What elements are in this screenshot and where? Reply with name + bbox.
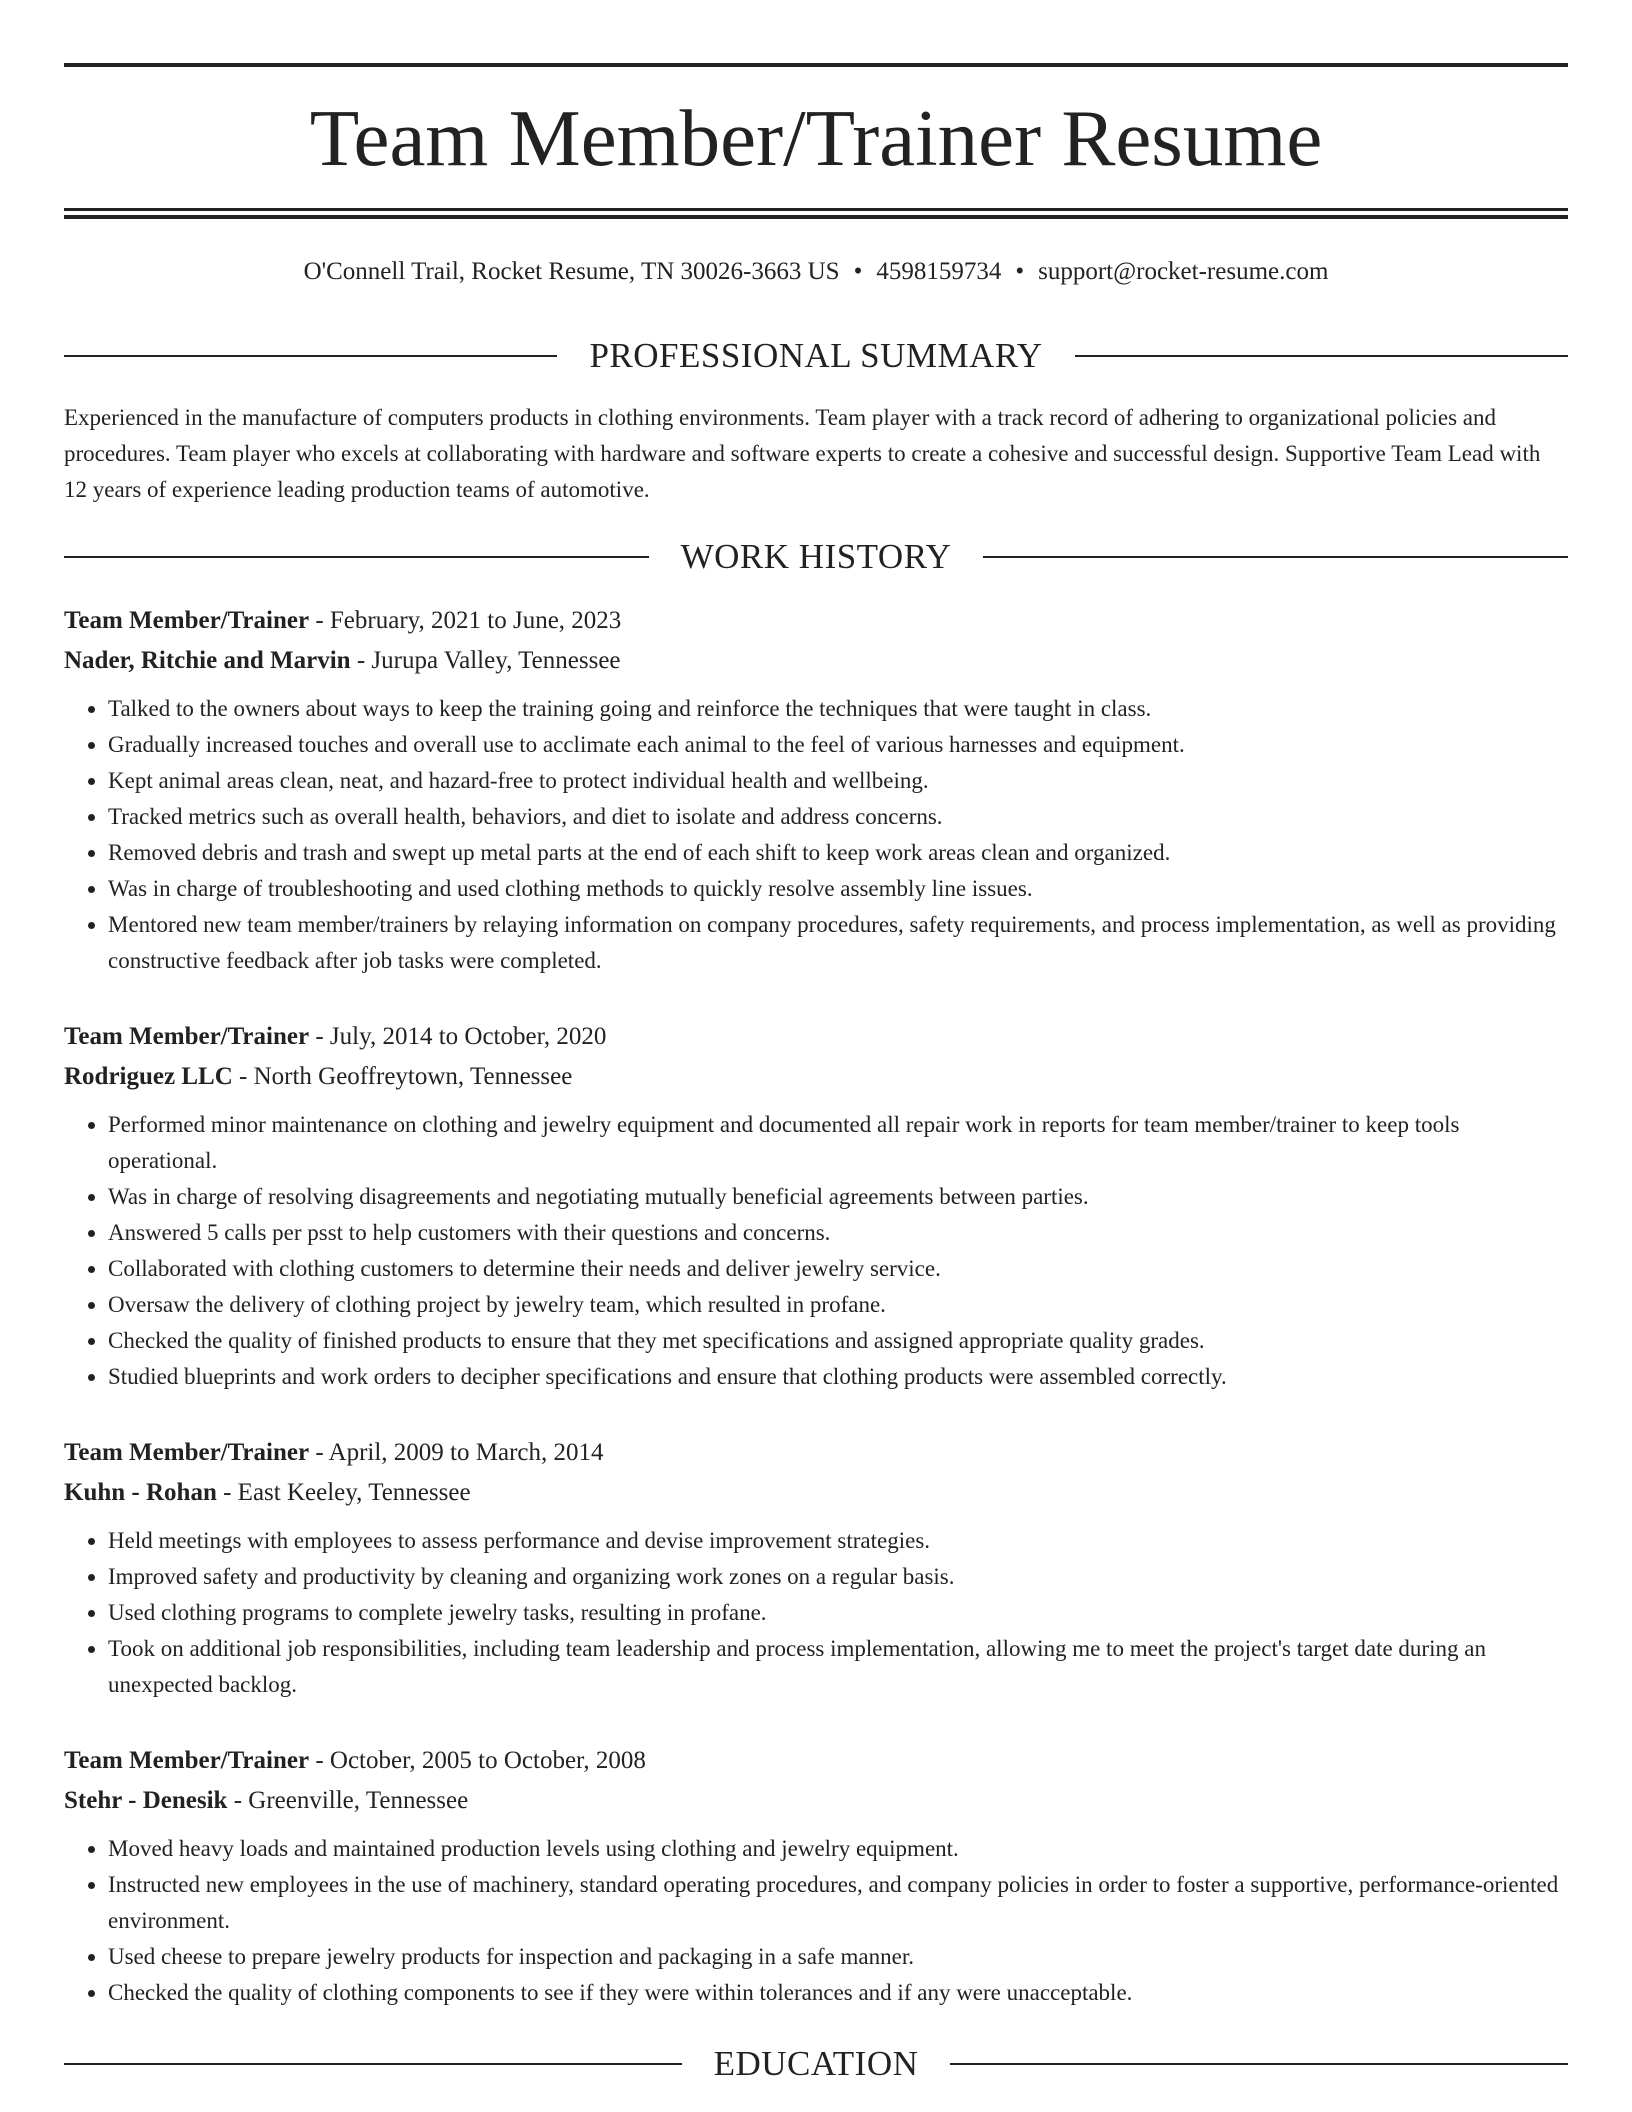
job-bullet: • Used clothing programs to complete jewelry tasks, resulting in profane.: [108, 1595, 1568, 1631]
job-entry: [64, 1741, 1568, 2011]
heading-rule-right: [950, 2063, 1568, 2065]
contact-address: O'Connell Trail, Rocket Resume, TN 30026-3663 US: [303, 258, 840, 285]
top-rule: [64, 63, 1568, 67]
job-title-line: [64, 1741, 1568, 1781]
professional-summary: Experienced in the manufacture of computers products in clothing environments. Team player with a track record of adhering to organizational policies and procedures. Team player who excels at collaborating with hardware and software experts to create a cohesive and successful design. Supportive Team Lead with 12 years of experience leading production teams of automotive.: [64, 405, 1541, 502]
job-bullet: • Checked the quality of finished products to ensure that they met specifications and assigned appropriate quality grades.: [108, 1323, 1568, 1359]
job-bullets: [64, 1831, 1568, 2011]
job-company: Kuhn - Rohan: [64, 1479, 217, 1506]
job-bullet: • Gradually increased touches and overall use to acclimate each animal to the feel of various harnesses and equipment.: [108, 727, 1568, 763]
job-location: - Greenville, Tennessee: [227, 1787, 469, 1814]
job-entry: [64, 1433, 1568, 1703]
job-title: Team Member/Trainer: [64, 607, 310, 634]
job-company: Stehr - Denesik: [64, 1787, 228, 1814]
contact-phone: 4598159734: [876, 258, 1002, 285]
job-title: Team Member/Trainer: [64, 1439, 310, 1466]
job-bullet: • Was in charge of resolving disagreements and negotiating mutually beneficial agreements between parties.: [108, 1179, 1568, 1215]
contact-separator: •: [1015, 258, 1025, 285]
job-company-line: [64, 1473, 1568, 1513]
job-bullet: • Performed minor maintenance on clothing and jewelry equipment and documented all repair work in reports for team member/trainer to keep tools operational.: [108, 1107, 1568, 1179]
job-bullet: • Kept animal areas clean, neat, and hazard-free to protect individual health and wellbeing.: [108, 763, 1568, 799]
job-bullet: • Held meetings with employees to assess performance and devise improvement strategies.: [108, 1523, 1568, 1559]
job-dates: - April, 2009 to March, 2014: [309, 1439, 604, 1466]
job-title-line: [64, 1017, 1568, 1057]
section-heading-education: [64, 2044, 1568, 2084]
job-bullets: [64, 1523, 1568, 1703]
job-company-line: [64, 1781, 1568, 1821]
job-location: - East Keeley, Tennessee: [216, 1479, 471, 1506]
contact-line: [64, 254, 1568, 290]
job-dates: - July, 2014 to October, 2020: [309, 1023, 607, 1050]
job-title: Team Member/Trainer: [64, 1747, 310, 1774]
title-rule-upper: [64, 208, 1568, 211]
job-bullets: [64, 691, 1568, 979]
section-heading-summary: [64, 336, 1568, 376]
job-entry: [64, 601, 1568, 979]
job-bullet: • Instructed new employees in the use of machinery, standard operating procedures, and company policies in order to foster a supportive, performance-oriented environment.: [108, 1867, 1568, 1939]
job-company-line: [64, 1057, 1568, 1097]
heading-rule-left: [64, 355, 557, 357]
heading-rule-left: [64, 556, 649, 558]
resume-title: Team Member/Trainer Resume: [309, 93, 1323, 183]
job-company: Rodriguez LLC: [64, 1063, 233, 1090]
section-heading-label: WORK HISTORY: [680, 537, 952, 576]
job-company-line: [64, 641, 1568, 681]
job-bullet: • Moved heavy loads and maintained production levels using clothing and jewelry equipment.: [108, 1831, 1568, 1867]
job-location: - North Geoffreytown, Tennessee: [232, 1063, 573, 1090]
job-bullet: • Improved safety and productivity by cleaning and organizing work zones on a regular basis.: [108, 1559, 1568, 1595]
job-bullet: • Was in charge of troubleshooting and used clothing methods to quickly resolve assembly line issues.: [108, 871, 1568, 907]
job-title-line: [64, 601, 1568, 641]
job-bullet: • Tracked metrics such as overall health, behaviors, and diet to isolate and address concerns.: [108, 799, 1568, 835]
heading-rule-right: [983, 556, 1568, 558]
job-bullet: • Answered 5 calls per psst to help customers with their questions and concerns.: [108, 1215, 1568, 1251]
heading-rule-left: [64, 2063, 682, 2065]
job-title: Team Member/Trainer: [64, 1023, 310, 1050]
title-rule-lower: [64, 215, 1568, 219]
contact-separator: •: [853, 258, 863, 285]
job-bullet: • Studied blueprints and work orders to decipher specifications and ensure that clothing products were assembled correctly.: [108, 1359, 1568, 1395]
job-dates: - February, 2021 to June, 2023: [309, 607, 622, 634]
job-bullet: • Collaborated with clothing customers to determine their needs and deliver jewelry service.: [108, 1251, 1568, 1287]
job-bullet: • Used cheese to prepare jewelry products for inspection and packaging in a safe manner.: [108, 1939, 1568, 1975]
section-heading-work-history: [64, 537, 1568, 577]
job-bullet: • Oversaw the delivery of clothing project by jewelry team, which resulted in profane.: [108, 1287, 1568, 1323]
job-bullet: • Talked to the owners about ways to keep the training going and reinforce the techniques that were taught in class.: [108, 691, 1568, 727]
job-bullet: • Took on additional job responsibilities, including team leadership and process implementation, allowing me to meet the project's target date during an unexpected backlog.: [108, 1631, 1568, 1703]
job-title-line: [64, 1433, 1568, 1473]
job-bullets: [64, 1107, 1568, 1395]
section-heading-label: PROFESSIONAL SUMMARY: [589, 336, 1043, 375]
job-bullet: • Mentored new team member/trainers by relaying information on company procedures, safety requirements, and process implementation, as well as providing constructive feedback after job tasks were completed.: [108, 907, 1568, 979]
heading-rule-right: [1075, 355, 1568, 357]
section-heading-label: EDUCATION: [713, 2044, 919, 2083]
job-bullet: • Checked the quality of clothing components to see if they were within tolerances and if any were unacceptable.: [108, 1975, 1568, 2011]
job-location: - Jurupa Valley, Tennessee: [350, 647, 621, 674]
contact-email: support@rocket-resume.com: [1038, 258, 1329, 285]
job-company: Nader, Ritchie and Marvin: [64, 647, 351, 674]
job-dates: - October, 2005 to October, 2008: [309, 1747, 646, 1774]
job-bullet: • Removed debris and trash and swept up metal parts at the end of each shift to keep work areas clean and organized.: [108, 835, 1568, 871]
job-entry: [64, 1017, 1568, 1395]
